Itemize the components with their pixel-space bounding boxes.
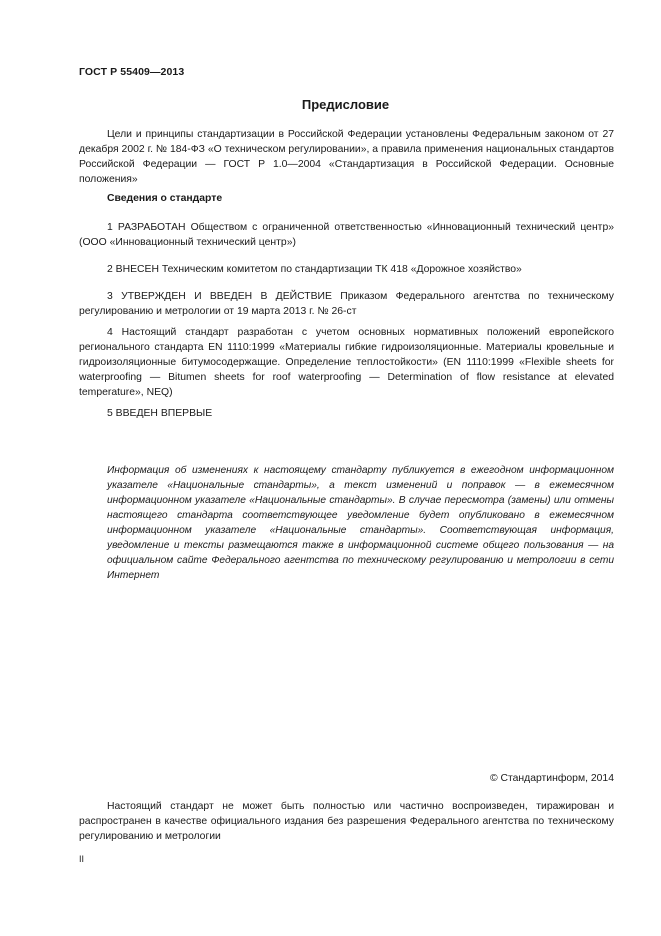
- reproduction-notice: Настоящий стандарт не может быть полностью или частично воспроизведен, тиражирован и распространен в качестве официального издания без разрешения Федерального агентства по техническому регулированию и метрологии: [79, 801, 614, 842]
- info-notice: Информация об изменениях к настоящему стандарту публикуется в ежегодном информационном указателе «Национальные стандарты», а текст изменений и поправок — в ежемесячном информационном указателе «Национальные стандарты». В случае пересмотра (замены) или отмены настоящего стандарта соответствующее уведомление будет опубликовано в ежемесячном информационном указателе «Национальные стандарты». Соответствующая информация, уведомление и тексты размещаются также в информационной системе общего пользования — на официальном сайте Федерального агентства по техническому регулированию и метрологии в сети Интернет: [107, 465, 614, 581]
- section-heading: Сведения о стандарте: [107, 193, 223, 204]
- intro-paragraph: Цели и принципы стандартизации в Российской Федерации установлены Федеральным законом от 27 декабря 2002 г. № 184-ФЗ «О техническом регулировании», а правила применения национальных стандартов Российской Федерации — ГОСТ Р 1.0—2004 «Стандартизация в Российской Федерации. Основные положения»: [79, 129, 614, 185]
- copyright-line: © Стандартинформ, 2014: [489, 773, 614, 784]
- item-4: 4 Настоящий стандарт разработан с учетом основных нормативных положений европейского регионального стандарта EN 1110:1999 «Материалы гибкие гидроизоляционные. Материалы кровельные и гидроизоляционные битумосодержащие. Определение теплостойкости» (EN 1110:1999 «Flexible sheets for waterproofing — Bitumen sheets for roof waterproofing — Determination of flow resistance at elevated temperature», NEQ): [79, 327, 614, 398]
- page-title: Предисловие: [301, 97, 390, 112]
- page-number: II: [79, 854, 85, 864]
- item-5: 5 ВВЕДЕН ВПЕРВЫЕ: [107, 408, 213, 419]
- item-2: 2 ВНЕСЕН Техническим комитетом по стандартизации ТК 418 «Дорожное хозяйство»: [107, 264, 522, 275]
- item-1: 1 РАЗРАБОТАН Обществом с ограниченной ответственностью «Инновационный технический центр» (ООО «Инновационный технический центр»): [79, 222, 614, 248]
- document-code: ГОСТ Р 55409—2013: [79, 66, 185, 78]
- item-3: 3 УТВЕРЖДЕН И ВВЕДЕН В ДЕЙСТВИЕ Приказом Федерального агентства по техническому регулированию и метрологии от 19 марта 2013 г. № 26-ст: [79, 291, 614, 317]
